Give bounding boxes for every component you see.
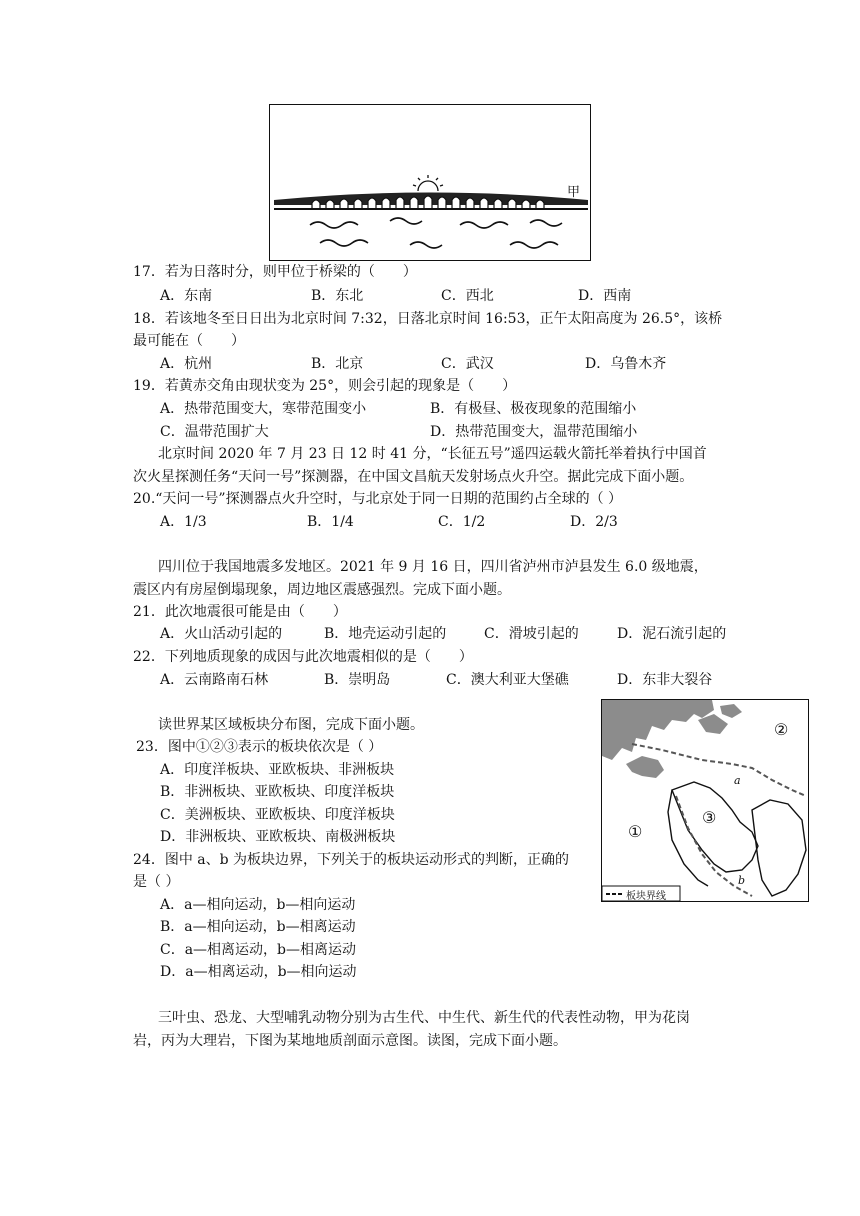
q24-option-b[interactable]: B．a—相向运动，b—相离运动 (160, 919, 356, 935)
q24-stem-line2: 是（ ） (133, 874, 180, 890)
plate-label-2: ② (774, 720, 789, 739)
q21-stem: 21．此次地震很可能是由（ ） (133, 604, 347, 620)
north-sea-landmass (720, 704, 742, 718)
q19-option-c[interactable]: C．温带范围扩大 (160, 424, 269, 440)
q18-option-d[interactable]: D．乌鲁木齐 (585, 356, 667, 372)
plate-label-1: ① (628, 822, 643, 841)
passage-mars-line1: 北京时间 2020 年 7 月 23 日 12 时 41 分，“长征五号”遥四运载火箭托举着执行中国首 (158, 446, 707, 462)
q18-stem-line1: 18．若该地冬至日日出为北京时间 7:32，日落北京时间 16:53，正午太阳高度为 26.5°，该桥 (133, 311, 723, 327)
q24-option-c[interactable]: C．a—相离运动，b—相离运动 (160, 942, 357, 958)
q18-option-b[interactable]: B．北京 (311, 356, 364, 372)
q24-option-d[interactable]: D．a—相离运动，b—相向运动 (160, 964, 357, 980)
passage-quake-line2: 震区内有房屋倒塌现象，周边地区震感强烈。完成下面小题。 (133, 582, 511, 598)
q22-option-a[interactable]: A．云南路南石林 (160, 672, 269, 688)
passage-geology-line1: 三叶虫、恐龙、大型哺乳动物分别为古生代、中生代、新生代的代表性动物，甲为花岗 (158, 1010, 690, 1026)
legend-label: 板块界线 (626, 891, 666, 902)
q17-option-b[interactable]: B．东北 (311, 288, 364, 304)
q24-option-a[interactable]: A．a—相向运动，b—相向运动 (160, 897, 356, 913)
sun-icon (413, 175, 443, 191)
q18-option-c[interactable]: C．武汉 (441, 356, 494, 372)
q22-option-b[interactable]: B．崇明岛 (324, 672, 391, 688)
middle-east-landmass (626, 756, 664, 778)
q23-option-b[interactable]: B．非洲板块、亚欧板块、印度洋板块 (160, 784, 395, 800)
bridge-label-jia: 甲 (567, 185, 581, 200)
passage-mars-line2: 次火星探测任务“天问一号”探测器，在中国文昌航天发射场点火升空。据此完成下面小题。 (133, 469, 694, 485)
q20-option-c[interactable]: C．1/2 (438, 514, 486, 530)
q23-option-a[interactable]: A．印度洋板块、亚欧板块、非洲板块 (160, 762, 395, 778)
q19-option-d[interactable]: D．热带范围变大，温带范围缩小 (430, 424, 638, 440)
q23-option-d[interactable]: D．非洲板块、亚欧板块、南极洲板块 (160, 829, 396, 845)
q21-option-b[interactable]: B．地壳运动引起的 (324, 626, 447, 642)
water-waves (310, 218, 562, 248)
q22-stem: 22．下列地质现象的成因与此次地震相似的是（ ） (133, 649, 473, 665)
passage-quake-line1: 四川位于我国地震多发地区。2021 年 9 月 16 日，四川省泸州市泸县发生 6.0 级地震， (158, 559, 708, 575)
q22-option-d[interactable]: D．东非大裂谷 (617, 672, 713, 688)
q21-option-a[interactable]: A．火山活动引起的 (160, 626, 283, 642)
q20-stem: 20.“天问一号”探测器点火升空时，与北京处于同一日期的范围约占全球的（ ） (133, 491, 623, 507)
q19-option-a[interactable]: A．热带范围变大，寒带范围变小 (160, 401, 367, 417)
q17-stem: 17．若为日落时分，则甲位于桥梁的（ ） (133, 264, 417, 280)
q17-option-d[interactable]: D．西南 (578, 288, 632, 304)
q18-stem-line2: 最可能在（ ） (133, 333, 245, 349)
europe-landmass (602, 700, 714, 760)
q23-option-c[interactable]: C．美洲板块、亚欧板块、印度洋板块 (160, 807, 395, 823)
boundary-label-a: a (734, 774, 741, 787)
q21-option-c[interactable]: C．滑坡引起的 (484, 626, 579, 642)
bridge-figure (269, 104, 591, 261)
q19-stem: 19．若黄赤交角由现状变为 25°，则会引起的现象是（ ） (133, 378, 517, 394)
q22-option-c[interactable]: C．澳大利亚大堡礁 (446, 672, 569, 688)
q20-option-a[interactable]: A．1/3 (160, 514, 207, 530)
plate-map-figure (601, 699, 809, 902)
plate-label-3: ③ (702, 808, 717, 827)
q23-stem: 23．图中①②③表示的板块依次是（ ） (136, 739, 383, 755)
q19-option-b[interactable]: B．有极昼、极夜现象的范围缩小 (430, 401, 637, 417)
q21-option-d[interactable]: D．泥石流引起的 (617, 626, 727, 642)
q20-option-b[interactable]: B．1/4 (307, 514, 354, 530)
passage-geology-line2: 岩，丙为大理岩，下图为某地地质剖面示意图。读图，完成下面小题。 (133, 1033, 567, 1049)
boundary-label-b: b (738, 874, 746, 887)
passage-plates: 读世界某区域板块分布图，完成下面小题。 (158, 717, 424, 733)
india-coast (752, 800, 806, 896)
q18-option-a[interactable]: A．杭州 (160, 356, 213, 372)
q24-stem-line1: 24．图中 a、b 为板块边界，下列关于的板块运动形式的判断，正确的 (133, 852, 570, 868)
arabia-coast (672, 782, 758, 872)
africa-coast (668, 790, 708, 886)
q17-option-a[interactable]: A．东南 (160, 288, 213, 304)
q20-option-d[interactable]: D．2/3 (570, 514, 618, 530)
bridge-drawing (270, 105, 590, 260)
q17-option-c[interactable]: C．西北 (441, 288, 494, 304)
